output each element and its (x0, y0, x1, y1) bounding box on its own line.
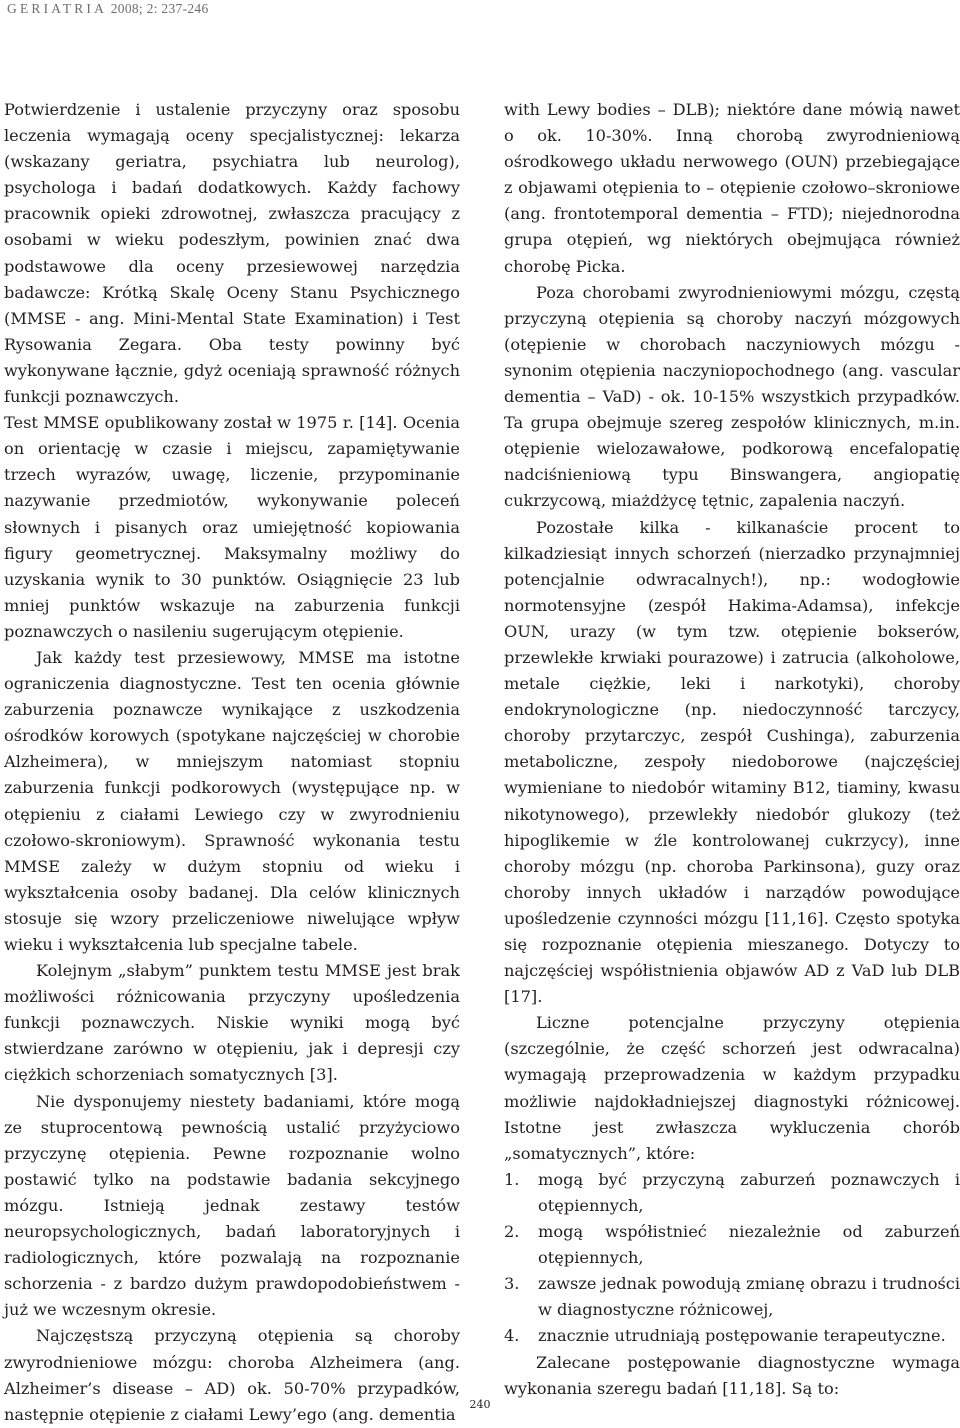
list-item-text: zawsze jednak powodują zmianę obrazu i trudności w diagnostyczne różnicowej, (538, 1274, 960, 1320)
paragraph: Pozostałe kilka - kilkanaście procent to kilkadziesiąt innych schorzeń (nierzadko przynajmniej potencjalnie odwracalnych!), np.: wodogłowie normotensyjne (zespół Hakima-Adamsa), infekcje OUN, urazy (w tym tzw. otępienie bokserów, przewlekłe krwiaki pourazowe) i zatrucia (alkoholowe, metale ciężkie, leki i narkotyki), choroby endokrynologiczne (np. niedoczynność tarczycy, choroby przytarczyc, zespół Cushinga), zaburzenia metaboliczne, zespoły niedoborowe (najczęściej wymieniane to niedobór witaminy B12, tiaminy, kwasu nikotynowego), przewlekły niedobór glukozy (też hipoglikemie w źle kontrolowanej cukrzycy), inne choroby mózgu (np. choroba Parkinsona), guzy oraz choroby innych układów i narządów powodujące upośledzenie czynności mózgu [11,16]. Często spotyka się rozpoznanie otępienia mieszanego. Dotyczy to najczęściej współistnienia objawów AD z VaD lub DLB [17]. (504, 517, 960, 1007)
list-item (504, 1219, 960, 1271)
list-item (504, 1271, 960, 1323)
list-item-number: 1. (504, 1169, 520, 1189)
right-column (504, 97, 960, 1398)
journal-citation: 2008; 2: 237-246 (110, 1, 209, 16)
list-item-text: znacznie utrudniają postępowanie terapeutyczne. (538, 1326, 946, 1346)
list-item (504, 1167, 960, 1219)
numbered-list (504, 1167, 960, 1350)
list-item-text: mogą być przyczyną zaburzeń poznawczych i otępiennych, (538, 1169, 960, 1215)
paragraph: Kolejnym „słabym” punktem testu MMSE jest brak możliwości różnicowania przyczyny upośledzenia funkcji poznawczych. Niskie wyniki mogą być stwierdzane zarówno w otępieniu, jak i depresji czy ciężkich schorzeniach somatycznych [3]. (4, 961, 460, 1085)
running-header (7, 0, 607, 18)
list-item-number: 4. (504, 1326, 520, 1346)
paragraph: with Lewy bodies – DLB); niektóre dane mówią nawet o ok. 10-30%. Inną chorobą zwyrodnieniową ośrodkowego układu nerwowego (OUN) przebiegające z objawami otępienia to – otępienie czołowo–skroniowe (ang. frontotemporal dementia – FTD); niejednorodna grupa otępień, wg niektórych obejmująca również chorobę Picka. (504, 100, 960, 276)
paragraph: Najczęstszą przyczyną otępienia są choroby zwyrodnieniowe mózgu: choroba Alzheimera (ang. Alzheimer’s disease – AD) ok. 50-70% przypadków, następnie otępienie z ciałami Lewy’ego (ang. dementia (4, 1326, 460, 1424)
paragraph: Zalecane postępowanie diagnostyczne wymaga wykonania szeregu badań [11,18]. Są to: (504, 1352, 960, 1398)
paragraph: Test MMSE opublikowany został w 1975 r. [14]. Ocenia on orientację w czasie i miejscu, zapamiętywanie trzech wyrazów, uwagę, liczenie, przypominanie nazywanie przedmiotów, wykonywanie poleceń słownych i pisanych oraz umiejętność kopiowania figury geometrycznej. Maksymalny możliwy do uzyskania wynik to 30 punktów. Osiągnięcie 23 lub mniej punktów wskazuje na zaburzenia funkcji poznawczych o nasileniu sugerującym otępienie. (4, 413, 460, 641)
journal-name: GERIATRIA (7, 1, 108, 16)
paragraph: Liczne potencjalne przyczyny otępienia (szczególnie, że część schorzeń jest odwracalna) wymagają przeprowadzenia w każdym przypadku możliwie najdokładniejszej diagnostyki różnicowej. Istotne jest zwłaszcza wykluczenia chorób „somatycznych”, które: (504, 1013, 960, 1163)
paragraph: Poza chorobami zwyrodnieniowymi mózgu, częstą przyczyną otępienia są choroby naczyń mózgowych (otępienie w chorobach naczyniowych mózgu - synonim otępienia naczyniopochodnego (ang. vascular dementia – VaD) - ok. 10-15% wszystkich przypadków. Ta grupa obejmuje szereg zespołów klinicznych, m.in. otępienie wielozawałowe, podkorową encefalopatię nadciśnieniową typu Binswangera, angiopatię cukrzycową, miażdżycę tętnic, zapalenia naczyń. (504, 282, 960, 511)
list-item-number: 2. (504, 1222, 520, 1242)
paragraph: Nie dysponujemy niestety badaniami, które mogą ze stuprocentową pewnością ustalić przyżyciowo przyczynę otępienia. Pewne rozpoznanie wolno postawić tylko na podstawie badania sekcyjnego mózgu. Istnieją jednak zestawy testów neuropsychologicznych, badań laboratoryjnych i radiologicznych, które pozwalają na rozpoznanie schorzenia - z bardzo dużym prawdopodobieństwem - już we wczesnym okresie. (4, 1091, 460, 1320)
list-item-number: 3. (504, 1274, 520, 1294)
page-number: 240 (469, 1398, 491, 1411)
paragraph: Jak każdy test przesiewowy, MMSE ma istotne ograniczenia diagnostyczne. Test ten ocenia głównie zaburzenia poznawcze wynikające z uszkodzenia ośrodków korowych (spotykane najczęściej w chorobie Alzheimera), w mniejszym natomiast stopniu zaburzenia funkcji podkorowych (występujące np. w otępieniu z ciałami Lewiego czy w zwyrodnieniu czołowo-skroniowym). Sprawność wykonania testu MMSE zależy w dużym stopniu od wieku i wykształcenia osoby badanej. Dla celów klinicznych stosuje się wzory przeliczeniowe niwelujące wpływ wieku i wykształcenia lub specjalne tabele. (4, 647, 460, 954)
list-item (504, 1323, 960, 1349)
left-column (4, 97, 460, 1424)
paragraph: Potwierdzenie i ustalenie przyczyny oraz sposobu leczenia wymagają oceny specjalistycznej: lekarza (wskazany geriatra, psychiatra lub neurolog), psychologa i badań dodatkowych. Każdy fachowy pracownik opieki zdrowotnej, zwłaszcza pracujący z osobami w wieku podeszłym, powinien znać dwa podstawowe dla oceny przesiewowej narzędzia badawcze: Krótką Skalę Oceny Stanu Psychicznego (MMSE - ang. Mini-Mental State Examination) i Test Rysowania Zegara. Oba testy powinny być wykonywane łącznie, gdyż oceniają sprawność różnych funkcji poznawczych. (4, 100, 460, 407)
list-item-text: mogą współistnieć niezależnie od zaburzeń otępiennych, (538, 1222, 960, 1268)
